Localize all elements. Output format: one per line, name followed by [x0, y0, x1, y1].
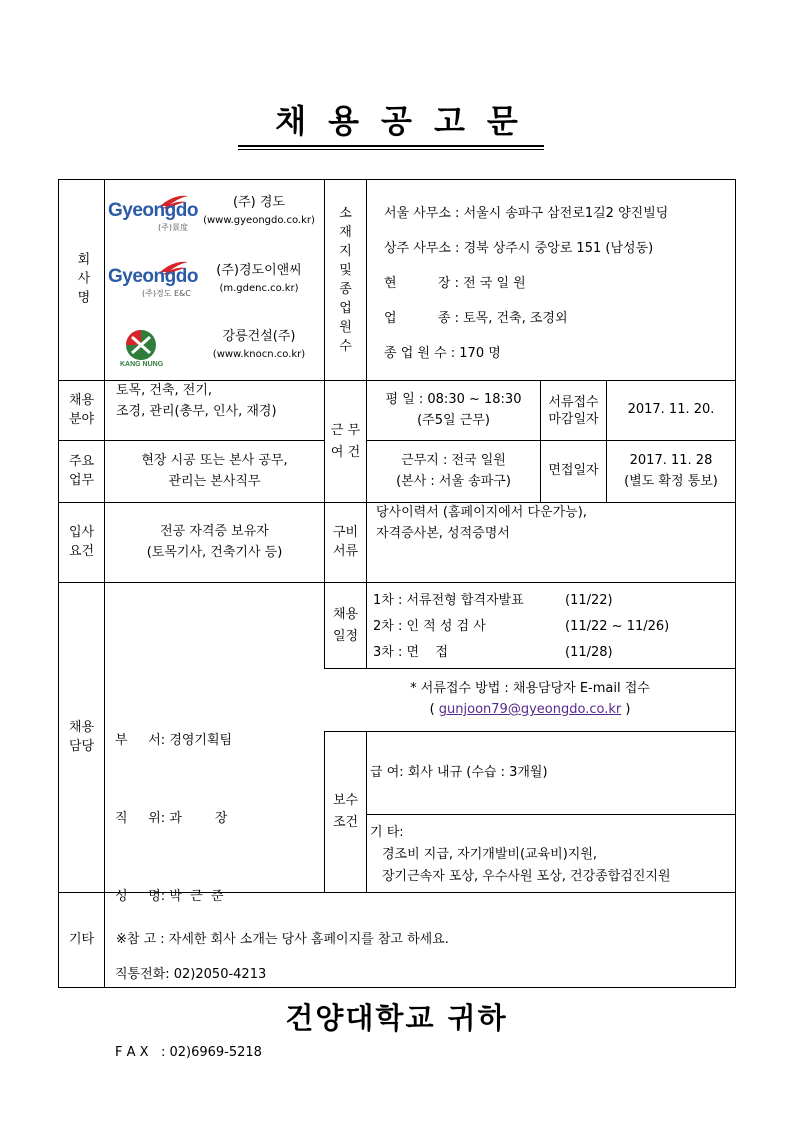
company-2 [196, 256, 322, 302]
contact-fax: F A X : 02)6969-5218 [115, 1045, 262, 1060]
documents-header: 구비서류 [332, 524, 359, 559]
contact-position: 직 위: 과 장 [115, 811, 228, 826]
title-underline-2 [238, 149, 544, 150]
contact-dept: 부 서: 경영기획팀 [115, 733, 233, 748]
kangnung-logo: KANG NUNG [118, 328, 164, 370]
schedule-round-1: 1차 : 서류전형 합격자발표 (11/22) [373, 593, 613, 608]
company-1-name: (주) 경도 [233, 194, 285, 210]
requirements: 전공 자격증 보유자 (토목기사, 건축기사 등) [146, 523, 283, 560]
contact-phone: 직통전화: 02)2050-4213 [115, 967, 267, 982]
title-underline [238, 145, 544, 147]
other-benefits: 기 타: 경조비 지급, 자기개발비(교육비)지원, 장기근속자 포상, 우수사원 포상, 건강종합검진지원 [370, 825, 671, 884]
company-1-url[interactable]: (www.gyeongdo.co.kr) [203, 215, 315, 227]
main-duty: 현장 시공 또는 본사 공무, 관리는 본사직무 [141, 452, 288, 489]
main-duty-header: 주요업무 [68, 453, 95, 488]
contact-header: 채용담당 [68, 719, 95, 754]
seoul-office: 서울 사무소 : 서울시 송파구 삼전로1길2 양진빌딩 [384, 206, 669, 221]
requirements-header: 입사요건 [68, 524, 95, 559]
company-3-url[interactable]: (www.knocn.co.kr) [212, 349, 306, 361]
deadline-value: 2017. 11. 20. [627, 402, 715, 418]
deadline-header: 서류접수마감일자 [548, 394, 599, 427]
salary: 급 여: 회사 내규 (수습 : 3개월) [370, 764, 548, 780]
compensation-header: 보수조건 [332, 793, 359, 830]
gyeongdo-logo: Gyeongdo (주)景度 [108, 192, 194, 232]
sangju-office: 상주 사무소 : 경북 상주시 중앙로 151 (남성동) [384, 241, 654, 256]
work-location: 근무지 : 전국 일원 (본사 : 서울 송파구) [396, 452, 511, 489]
schedule-round-2: 2차 : 인 적 성 검 사 (11/22 ~ 11/26) [373, 619, 670, 634]
company-3-name: 강릉건설(주) [222, 328, 296, 344]
contact-name: 성 명: 박 근 준 [115, 889, 224, 904]
work-conditions-header: 근 무 여 건 [330, 422, 361, 460]
footer-recipient: 건양대학교 귀하 [285, 1001, 508, 1035]
recruit-field: 토목, 건축, 전기, 조경, 관리(총무, 인사, 재경) [116, 383, 277, 419]
schedule-header: 채용일정 [332, 606, 359, 644]
interview-header: 면접일자 [548, 463, 599, 479]
schedule-round-3: 3차 : 면 접 (11/28) [373, 645, 613, 660]
site: 현 장 : 전 국 일 원 [384, 276, 526, 291]
email-link[interactable]: gunjoon79@gyeongdo.co.kr [438, 702, 622, 717]
company-header: 회사명 [74, 251, 90, 309]
employee-count: 종 업 원 수 : 170 명 [384, 346, 501, 361]
interview-date: 2017. 11. 28 (별도 확정 통보) [624, 452, 718, 489]
company-3 [196, 322, 322, 368]
application-method: * 서류접수 방법 : 채용담당자 E-mail 접수 ( gunjoon79@gyeongdo.co.kr ) [410, 681, 650, 717]
documents: 당사이력서 (홈페이지에서 다운가능), 자격증사본, 성적증명서 [376, 505, 587, 541]
etc-note: ※참 고 : 자세한 회사 소개는 당사 홈페이지를 참고 하세요. [116, 931, 449, 947]
company-2-url[interactable]: (m.gdenc.co.kr) [219, 283, 299, 295]
location-header: 소재지 및 종업원수 [339, 206, 352, 354]
business-type: 업 종 : 토목, 건축, 조경외 [384, 311, 568, 326]
recruit-field-header: 채용분야 [68, 392, 95, 427]
gyeongdo-enc-logo: Gyeongdo (주)경도 E&C [108, 258, 194, 298]
page-title: 채용공고문 [275, 102, 540, 140]
location-info [384, 196, 668, 371]
schedule-list [373, 588, 669, 666]
etc-header: 기타 [68, 931, 95, 947]
company-2-name: (주)경도이앤씨 [216, 262, 302, 278]
work-hours: 평 일 : 08:30 ~ 18:30 (주5일 근무) [385, 391, 522, 428]
company-1 [196, 186, 322, 236]
